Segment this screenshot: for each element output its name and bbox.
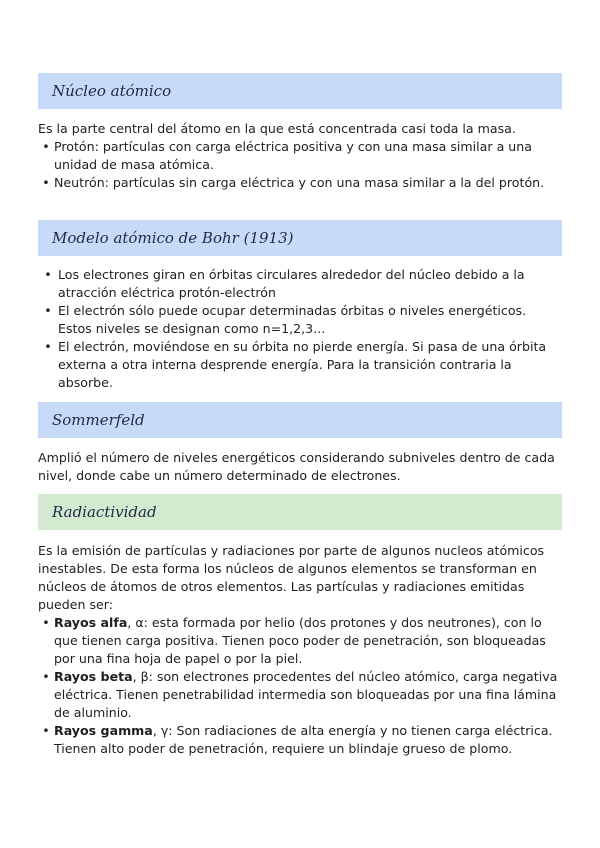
radiactividad-intro: Es la emisión de partículas y radiaciones por parte de algunos nucleos atómicos inestables. De esta forma los núcleos de algunos elementos se transforman en núcleos de átomos de otros elementos. Las partículas y radiaciones emitidas pueden ser: [38,543,545,612]
bullet-icon: • [42,669,50,684]
nucleo-intro: Es la parte central del átomo en la que está concentrada casi toda la masa. [38,121,516,136]
section-header-nucleo [38,73,562,109]
section-header-bohr [38,220,562,256]
bullet-icon: • [44,303,52,318]
section-title: Modelo atómico de Bohr (1913) [52,229,294,247]
list-item [38,722,562,758]
list-item: • Neutrón: partículas sin carga eléctrica y con una masa similar a la del protón. [38,174,562,192]
section-title: Radiactividad [52,503,157,521]
ray-text: , α: esta formada por helio (dos protones y dos neutrones), con lo que tienen carga positiva. Tienen poco poder de penetración, son bloqueadas por una fina hoja de papel o por la piel. [54,615,546,666]
list-item [38,668,562,722]
ray-name: Rayos beta [54,669,133,684]
ray-name: Rayos alfa [54,615,128,630]
ray-text: , γ: Son radiaciones de alta energía y no tienen carga eléctrica. Tienen alto poder de penetración, requiere un blindaje grueso de plomo. [54,723,553,756]
bullet-icon: • [42,723,50,738]
sommerfeld-text: Amplió el número de niveles energéticos considerando subniveles dentro de cada nivel, donde cabe un número determinado de electrones. [38,450,555,483]
list-item: • Los electrones giran en órbitas circulares alrededor del núcleo debido a la atracción eléctrica protón-electrón [38,266,562,302]
list-item: • El electrón, moviéndose en su órbita no pierde energía. Si pasa de una órbita externa a otra interna desprende energía. Para la transición contraria la absorbe. [38,338,562,392]
list-item: • Protón: partículas con carga eléctrica positiva y con una masa similar a una unidad de masa atómica. [38,138,562,174]
bullet-icon: • [44,339,52,354]
nucleo-body [38,120,562,192]
section-title: Sommerfeld [52,411,145,429]
radiactividad-body [38,542,562,758]
ray-text: , β: son electrones procedentes del núcleo atómico, carga negativa eléctrica. Tienen penetrabilidad intermedia son bloqueadas por una fina lámina de aluminio. [54,669,558,720]
bullet-icon: • [42,175,50,190]
section-header-sommerfeld [38,402,562,438]
list-item [38,614,562,668]
bullet-icon: • [42,139,50,154]
bullet-icon: • [44,267,52,282]
list-item: • El electrón sólo puede ocupar determinadas órbitas o niveles energéticos. Estos niveles se designan como n=1,2,3... [38,302,562,338]
section-header-radiactividad [38,494,562,530]
ray-name: Rayos gamma [54,723,153,738]
bullet-icon: • [42,615,50,630]
bohr-list [38,266,562,392]
section-title: Núcleo atómico [52,82,172,100]
